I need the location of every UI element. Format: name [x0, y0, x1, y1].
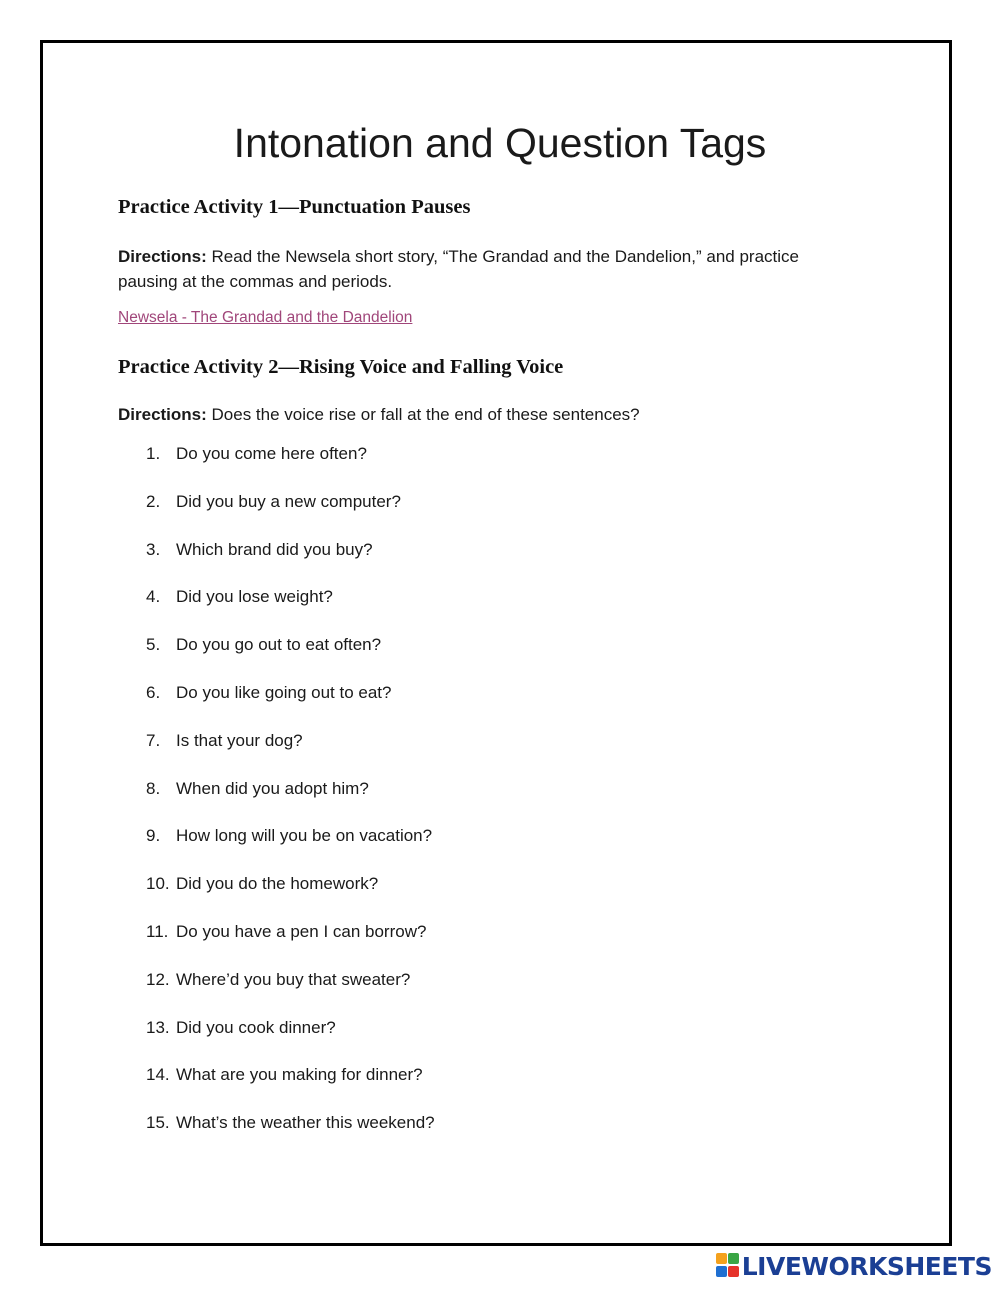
question-text: Do you come here often?: [176, 444, 367, 463]
logo-text: LIVEWORKSHEETS: [741, 1251, 992, 1281]
question-item: [146, 631, 435, 679]
activity-2-directions: [118, 402, 858, 427]
page-title: Intonation and Question Tags: [233, 120, 767, 166]
question-item: [146, 1061, 435, 1109]
directions-label: Directions:: [118, 247, 207, 266]
question-number: 6.: [146, 682, 161, 702]
question-number: 4.: [146, 587, 161, 607]
question-text: When did you adopt him?: [176, 778, 369, 798]
question-text: What’s the weather this weekend?: [176, 1113, 435, 1133]
activity-1-heading: Practice Activity 1—Punctuation Pauses: [118, 196, 471, 218]
question-item: [146, 775, 435, 823]
directions-text: Does the voice rise or fall at the end of these sentences?: [206, 405, 640, 424]
question-text: Did you lose weight?: [176, 587, 333, 607]
question-item: [146, 870, 435, 918]
question-text: Do you have a pen I can borrow?: [176, 921, 427, 941]
question-number: 11.: [146, 921, 169, 941]
question-item: [146, 488, 435, 536]
question-number: 9.: [146, 826, 161, 846]
question-item: [146, 966, 435, 1014]
question-number: 7.: [146, 730, 161, 750]
activity-1-directions: [118, 244, 858, 294]
question-text: What are you making for dinner?: [176, 1065, 423, 1085]
newsela-story-link[interactable]: Newsela - The Grandad and the Dandelion: [118, 309, 413, 326]
logo-block-blue: [716, 1266, 727, 1277]
question-list: [146, 440, 435, 1157]
question-text: Which brand did you buy?: [176, 539, 373, 559]
directions-label: Directions:: [118, 405, 207, 424]
question-item: [146, 822, 435, 870]
liveworksheets-logo: [716, 1251, 992, 1281]
question-text: Is that your dog?: [176, 730, 303, 750]
question-text: Did you do the homework?: [176, 874, 379, 894]
logo-block-orange: [716, 1253, 727, 1264]
directions-text: Read the Newsela short story, “The Grandad and the Dandelion,” and practice pausing at the commas and periods.: [118, 247, 799, 291]
question-text: Did you cook dinner?: [176, 1017, 336, 1037]
question-item: [146, 1109, 435, 1157]
question-text: Do you like going out to eat?: [176, 682, 392, 702]
question-number: 5.: [146, 635, 161, 655]
question-text: Did you buy a new computer?: [176, 491, 401, 511]
question-number: 1.: [146, 444, 161, 463]
question-number: 15.: [146, 1113, 170, 1133]
question-number: 14.: [146, 1065, 170, 1085]
logo-blocks-icon: [716, 1253, 740, 1279]
question-number: 12.: [146, 969, 170, 989]
question-number: 8.: [146, 778, 161, 798]
question-number: 3.: [146, 539, 161, 559]
question-item: [146, 918, 435, 966]
question-item: [146, 583, 435, 631]
question-item: [146, 536, 435, 584]
question-item: [146, 727, 435, 775]
question-text: Where’d you buy that sweater?: [176, 969, 411, 989]
logo-block-green: [728, 1253, 739, 1264]
question-item: [146, 679, 435, 727]
question-item: [146, 440, 435, 488]
question-number: 2.: [146, 491, 161, 511]
question-number: 10.: [146, 874, 170, 894]
question-item: [146, 1014, 435, 1062]
activity-2-heading: Practice Activity 2—Rising Voice and Falling Voice: [118, 356, 564, 378]
logo-block-red: [728, 1266, 739, 1277]
question-text: How long will you be on vacation?: [176, 826, 433, 846]
question-text: Do you go out to eat often?: [176, 635, 382, 655]
question-number: 13.: [146, 1017, 170, 1037]
